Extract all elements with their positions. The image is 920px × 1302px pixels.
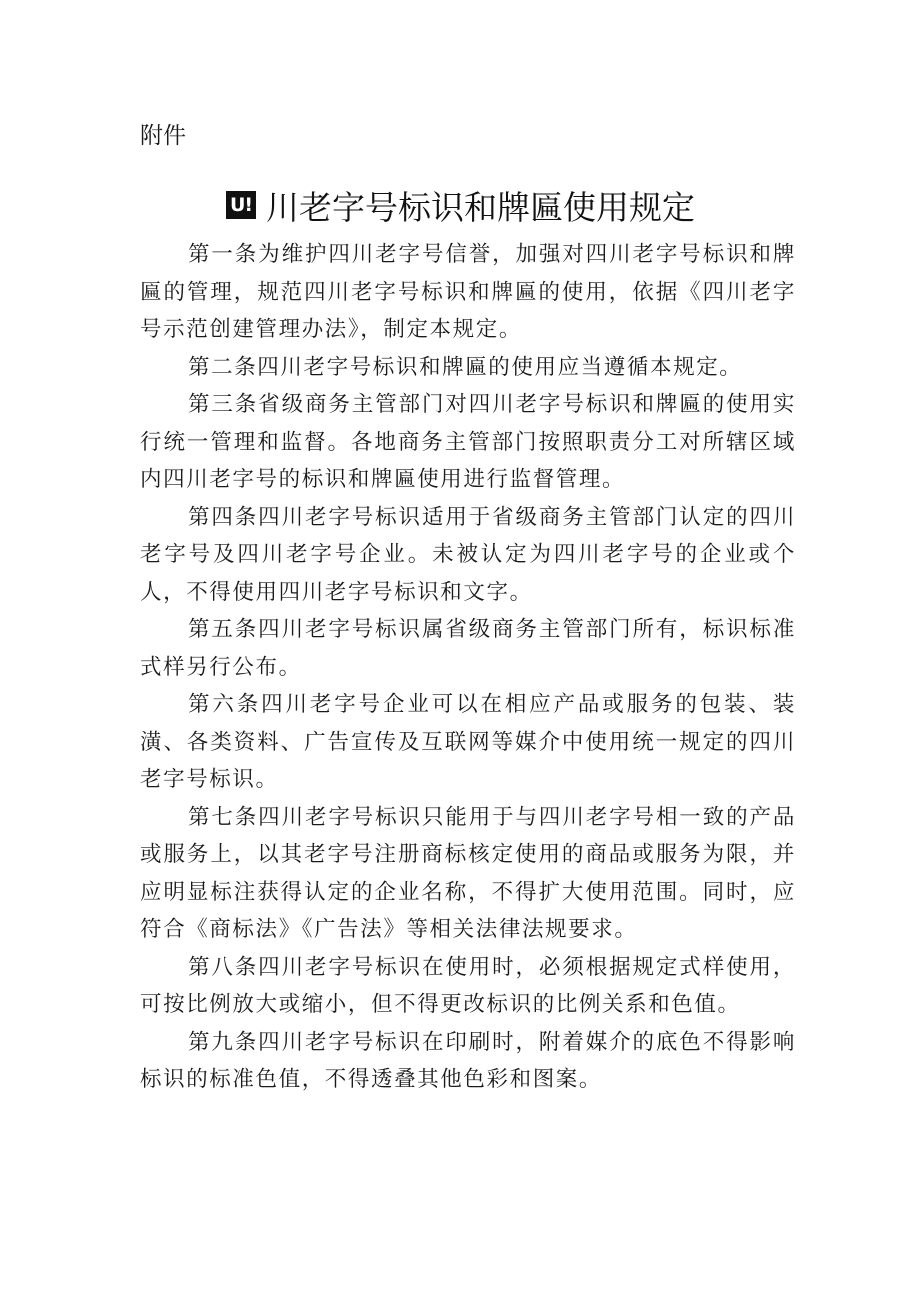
title-badge-icon: U! [226, 191, 256, 219]
article-6: 第六条四川老字号企业可以在相应产品或服务的包装、装潢、各类资料、广告宣传及互联网等媒介中使用统一规定的四川老字号标识。 [140, 692, 796, 792]
document-title [226, 180, 695, 236]
article-7: 第七条四川老字号标识只能用于与四川老字号相一致的产品或服务上，以其老字号注册商标核定使用的商品或服务为限，并应明显标注获得认定的企业名称，不得扩大使用范围。同时，应符合《商标法》《广告法》等相关法律法规要求。 [140, 804, 796, 942]
document-body [140, 236, 796, 1099]
attachment-label: 附件 [140, 123, 186, 149]
article-9: 第九条四川老字号标识在印刷时，附着媒介的底色不得影响标识的标准色值，不得透叠其他色彩和图案。 [140, 1029, 796, 1092]
article-3: 第三条省级商务主管部门对四川老字号标识和牌匾的使用实行统一管理和监督。各地商务主管部门按照职责分工对所辖区域内四川老字号的标识和牌匾使用进行监督管理。 [140, 392, 796, 492]
title-text: 川老字号标识和牌匾使用规定 [266, 188, 695, 227]
article-4: 第四条四川老字号标识适用于省级商务主管部门认定的四川老字号及四川老字号企业。未被认定为四川老字号的企业或个人，不得使用四川老字号标识和文字。 [140, 504, 796, 605]
article-5: 第五条四川老字号标识属省级商务主管部门所有，标识标准式样另行公布。 [140, 617, 796, 680]
article-8: 第八条四川老字号标识在使用时，必须根据规定式样使用，可按比例放大或缩小，但不得更改标识的比例关系和色值。 [140, 954, 796, 1017]
article-2: 第二条四川老字号标识和牌匾的使用应当遵循本规定。 [188, 354, 743, 380]
article-1: 第一条为维护四川老字号信誉，加强对四川老字号标识和牌匾的管理，规范四川老字号标识和牌匾的使用，依据《四川老字号示范创建管理办法》，制定本规定。 [140, 242, 796, 342]
